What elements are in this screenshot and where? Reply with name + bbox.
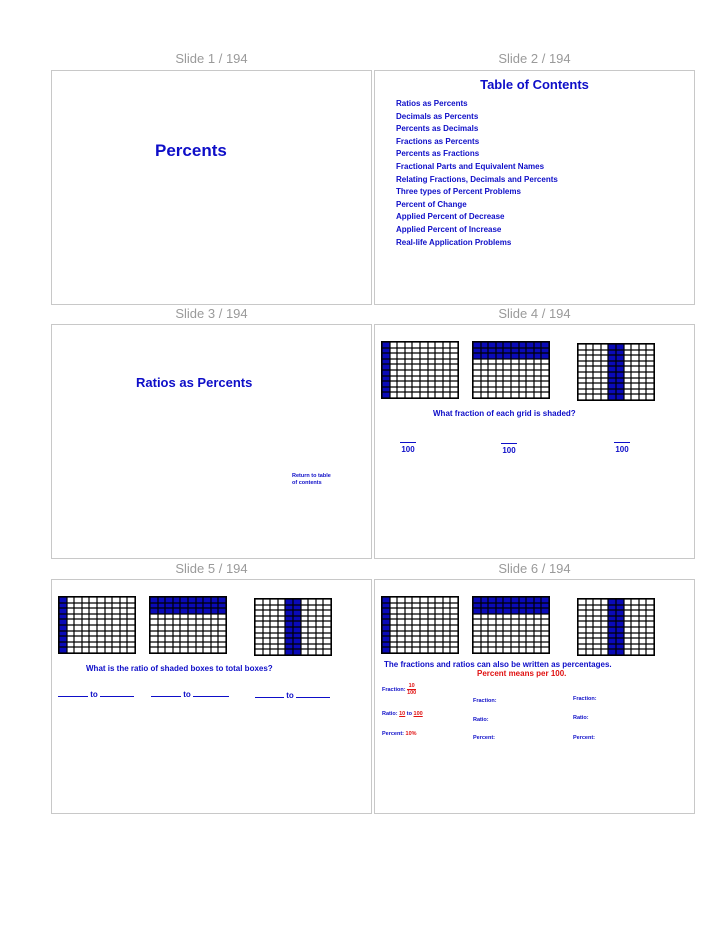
- grid-cell: [405, 392, 413, 398]
- grid-cell: [435, 647, 443, 653]
- slide-label-6: Slide 6 / 194: [498, 561, 571, 576]
- grid-cell: [503, 392, 511, 398]
- grid-cell: [639, 394, 647, 400]
- grid-cell: [435, 392, 443, 398]
- ratio-blank-a: [58, 689, 134, 699]
- ratio-blank-c: [255, 690, 330, 700]
- grid-cell: [631, 649, 639, 655]
- blank[interactable]: [151, 689, 181, 697]
- grid-cell: [534, 392, 542, 398]
- toc-link-percents-as-fractions[interactable]: Percents as Fractions: [396, 149, 480, 159]
- grid-c: [577, 598, 655, 656]
- grid-c: [254, 598, 332, 656]
- grid-cell: [112, 647, 120, 653]
- grid-cell: [541, 392, 549, 398]
- grid-cell: [473, 392, 481, 398]
- fraction-label-b: Fraction:: [473, 698, 497, 704]
- slide-label-3: Slide 3 / 194: [175, 306, 248, 321]
- question-text: What is the ratio of shaded boxes to total boxes?: [86, 664, 273, 673]
- grid-cell: [397, 392, 405, 398]
- grid-cell: [616, 394, 624, 400]
- grid-cell: [608, 394, 616, 400]
- grid-a: [58, 596, 136, 654]
- grid-cell: [293, 649, 301, 655]
- grid-cell: [180, 647, 188, 653]
- numerator: 10: [408, 683, 415, 689]
- fraction-label-c: Fraction:: [573, 696, 597, 702]
- grid-cell: [390, 392, 398, 398]
- percent-row-a: [382, 731, 417, 737]
- ratio-label-c: Ratio:: [573, 715, 589, 721]
- ratio-label: Ratio:: [382, 711, 398, 717]
- blank[interactable]: [255, 690, 284, 698]
- fraction-label: Fraction:: [382, 686, 406, 693]
- grid-cell: [601, 394, 609, 400]
- return-to-toc-link[interactable]: [292, 473, 331, 486]
- grid-cell: [173, 647, 181, 653]
- blank[interactable]: [296, 690, 330, 698]
- grid-cell: [519, 647, 527, 653]
- grid-cell: [196, 647, 204, 653]
- grid-cell: [481, 392, 489, 398]
- toc-link-fractions-as-percents[interactable]: Fractions as Percents: [396, 136, 480, 146]
- toc-link-percents-as-decimals[interactable]: Percents as Decimals: [396, 124, 479, 134]
- grid-cell: [316, 649, 324, 655]
- toc-link-applied-decrease[interactable]: Applied Percent of Decrease: [396, 212, 505, 222]
- slide-6: [374, 579, 695, 814]
- grid-cell: [646, 649, 654, 655]
- grid-cell: [601, 649, 609, 655]
- grid-cell: [541, 647, 549, 653]
- grid-cell: [59, 647, 67, 653]
- grid-cell: [255, 649, 263, 655]
- percent-definition: Percent means per 100.: [477, 669, 567, 678]
- fraction-row-a: [382, 683, 416, 696]
- grid-cell: [211, 647, 219, 653]
- grid-cell: [390, 647, 398, 653]
- grid-cell: [150, 647, 158, 653]
- percent-label-b: Percent:: [473, 735, 496, 741]
- grid-cell: [443, 647, 451, 653]
- slide-5: [51, 579, 372, 814]
- grid-cell: [443, 392, 451, 398]
- grid-cell: [263, 649, 271, 655]
- grid-cell: [203, 647, 211, 653]
- ratio-blank-b: [151, 689, 229, 699]
- toc-link-ratios-as-percents[interactable]: Ratios as Percents: [396, 99, 468, 108]
- grid-cell: [97, 647, 105, 653]
- grid-cell: [412, 392, 420, 398]
- grid-cell: [382, 647, 390, 653]
- return-link-line-1: Return to table: [292, 473, 331, 479]
- grid-cell: [270, 649, 278, 655]
- slide-1: [51, 70, 372, 305]
- grid-c: [577, 343, 655, 401]
- grid-cell: [127, 647, 135, 653]
- grid-cell: [450, 392, 458, 398]
- toc-link-decimals-as-percents[interactable]: Decimals as Percents: [396, 111, 479, 121]
- grid-cell: [593, 649, 601, 655]
- denominator: 100: [407, 690, 417, 696]
- ratio-to: to: [406, 711, 412, 717]
- toc-link-percent-of-change[interactable]: Percent of Change: [396, 199, 467, 209]
- grid-cell: [450, 647, 458, 653]
- grid-a: [381, 596, 459, 654]
- toc-link-relating[interactable]: Relating Fractions, Decimals and Percents: [396, 174, 558, 184]
- grid-cell: [488, 392, 496, 398]
- grid-cell: [473, 647, 481, 653]
- grid-cell: [481, 647, 489, 653]
- slide-title: Ratios as Percents: [136, 375, 253, 390]
- to-word: to: [183, 690, 191, 699]
- percent-label-c: Percent:: [573, 735, 596, 741]
- grid-cell: [420, 647, 428, 653]
- grid-cell: [511, 392, 519, 398]
- ratio-label-b: Ratio:: [473, 717, 489, 723]
- grid-cell: [511, 647, 519, 653]
- grid-cell: [285, 649, 293, 655]
- grid-cell: [631, 394, 639, 400]
- percent-value: 10%: [405, 731, 417, 737]
- grid-cell: [105, 647, 113, 653]
- grid-cell: [608, 649, 616, 655]
- toc-link-real-life[interactable]: Real-life Application Problems: [396, 237, 512, 247]
- grid-cell: [405, 647, 413, 653]
- grid-cell: [158, 647, 166, 653]
- blank[interactable]: [193, 689, 229, 697]
- grid-cell: [278, 649, 286, 655]
- grid-cell: [496, 647, 504, 653]
- grid-cell: [165, 647, 173, 653]
- grid-cell: [74, 647, 82, 653]
- to-word: to: [90, 690, 98, 699]
- grid-cell: [82, 647, 90, 653]
- denominator-c: 100: [614, 442, 630, 454]
- grid-a: [381, 341, 459, 399]
- grid-cell: [616, 649, 624, 655]
- grid-b: [472, 341, 550, 399]
- ratio-b: 100: [413, 711, 423, 717]
- grid-cell: [89, 647, 97, 653]
- percent-intro-line: The fractions and ratios can also be written as percentages.: [384, 660, 612, 669]
- toc-link-fractional-parts[interactable]: Fractional Parts and Equivalent Names: [396, 161, 545, 171]
- grid-cell: [578, 394, 586, 400]
- grid-cell: [188, 647, 196, 653]
- grid-cell: [488, 647, 496, 653]
- slide-4: [374, 324, 695, 559]
- toc-list: [396, 98, 558, 249]
- grid-cell: [323, 649, 331, 655]
- grid-cell: [308, 649, 316, 655]
- slide-title: Percents: [155, 141, 227, 160]
- grid-cell: [586, 394, 594, 400]
- fraction-value: [407, 683, 416, 696]
- blank[interactable]: [100, 689, 134, 697]
- grid-cell: [67, 647, 75, 653]
- blank[interactable]: [58, 689, 88, 697]
- grid-cell: [420, 392, 428, 398]
- grid-cell: [624, 394, 632, 400]
- toc-link-applied-increase[interactable]: Applied Percent of Increase: [396, 224, 502, 234]
- grid-cell: [301, 649, 309, 655]
- percent-label: Percent:: [382, 731, 405, 737]
- question-text: What fraction of each grid is shaded?: [433, 409, 576, 418]
- ratio-a: 10: [399, 711, 406, 717]
- grid-cell: [593, 394, 601, 400]
- grid-cell: [428, 392, 436, 398]
- grid-b: [149, 596, 227, 654]
- grid-cell: [586, 649, 594, 655]
- return-link-line-2: of contents: [292, 479, 322, 486]
- grid-cell: [526, 392, 534, 398]
- grid-cell: [534, 647, 542, 653]
- grid-cell: [526, 647, 534, 653]
- to-word: to: [286, 691, 294, 700]
- slide-3: [51, 324, 372, 559]
- grid-cell: [624, 649, 632, 655]
- denominator-a: 100: [400, 442, 416, 454]
- grid-cell: [496, 392, 504, 398]
- slide-label-2: Slide 2 / 194: [498, 51, 571, 66]
- grid-cell: [120, 647, 128, 653]
- denominator-b: 100: [501, 443, 517, 455]
- grid-cell: [503, 647, 511, 653]
- grid-cell: [639, 649, 647, 655]
- grid-cell: [218, 647, 226, 653]
- grid-cell: [646, 394, 654, 400]
- toc-title: Table of Contents: [480, 77, 589, 92]
- ratio-row-a: [382, 711, 423, 717]
- slide-label-4: Slide 4 / 194: [498, 306, 571, 321]
- grid-cell: [578, 649, 586, 655]
- slide-label-5: Slide 5 / 194: [175, 561, 248, 576]
- slide-label-1: Slide 1 / 194: [175, 51, 248, 66]
- grid-cell: [397, 647, 405, 653]
- grid-cell: [382, 392, 390, 398]
- grid-cell: [428, 647, 436, 653]
- grid-cell: [412, 647, 420, 653]
- grid-cell: [519, 392, 527, 398]
- toc-link-three-types[interactable]: Three types of Percent Problems: [396, 187, 521, 197]
- slide-2: [374, 70, 695, 305]
- grid-b: [472, 596, 550, 654]
